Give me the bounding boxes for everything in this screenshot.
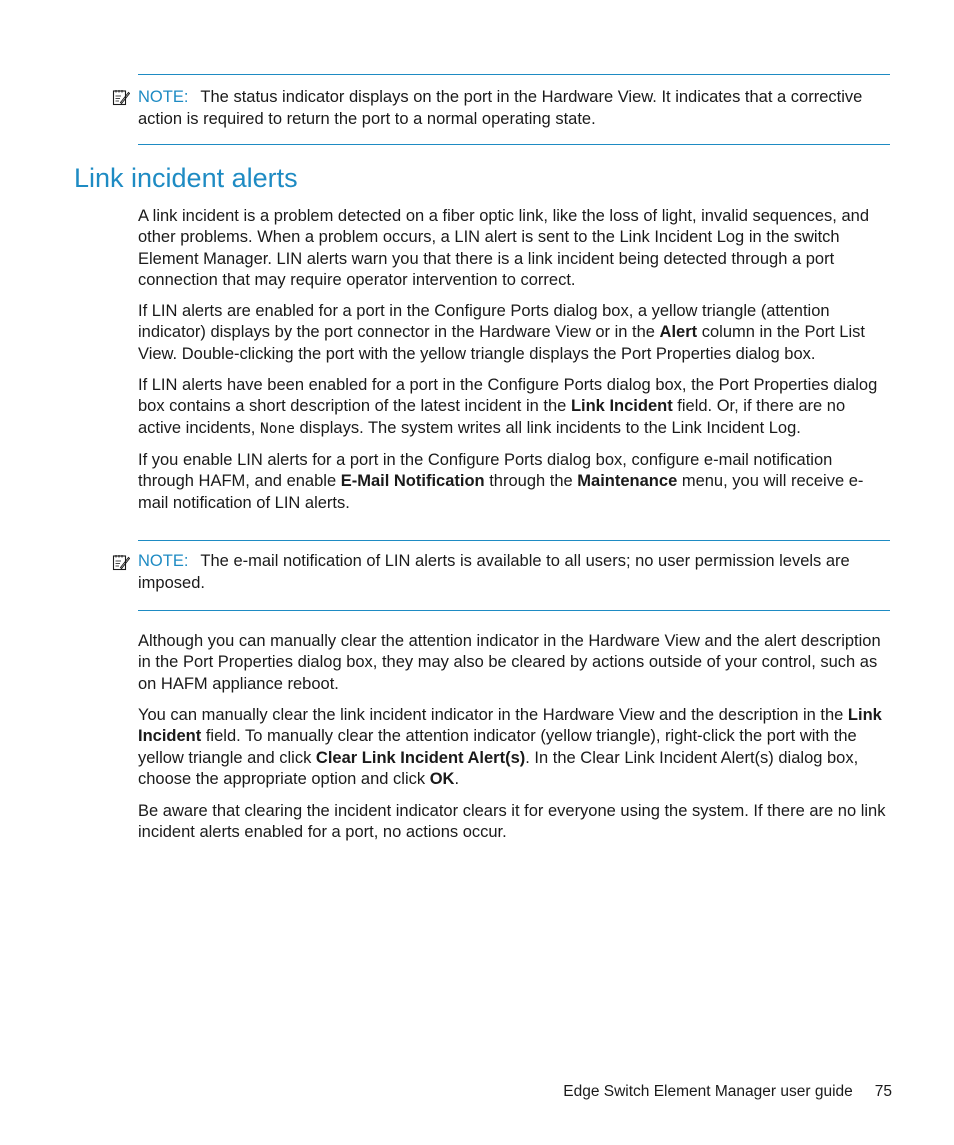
- ui-term-link-incident: Link Incident: [570, 397, 673, 416]
- text-run: . In the Clear Link Incident Alert(s) dialog box, choose the appropriate option and click: [138, 748, 859, 788]
- text-run: If you enable LIN alerts for a port in the Configure Ports dialog box, configure e-mail notification through HAFM, and enable: [138, 451, 833, 491]
- paragraph-4: [138, 450, 890, 514]
- section-heading: Link incident alerts: [74, 163, 298, 193]
- page-footer: [563, 1082, 892, 1102]
- text-run: through the: [484, 472, 578, 491]
- paragraph-1: A link incident is a problem detected on a fiber optic link, like the loss of light, invalid sequences, and other problems. When a problem occurs, a LIN alert is sent to the Link Incident Log in the switch Element Manager. LIN alerts warn you that there is a link incident being detected through a port connection that may require operator intervention to correct.: [138, 207, 870, 289]
- ui-term-ok: OK: [429, 769, 455, 788]
- note-pad-icon: [112, 553, 130, 571]
- paragraph-6: [138, 705, 890, 790]
- ui-term-clear-link-incident-alerts: Clear Link Incident Alert(s): [315, 748, 526, 767]
- text-run: If LIN alerts have been enabled for a port in the Configure Ports dialog box, the Port Properties dialog box contains a short description of the latest incident in the: [138, 376, 878, 416]
- paragraph-2: [138, 301, 890, 365]
- note-text: [138, 86, 890, 130]
- ui-term-email-notification: E-Mail Notification: [340, 472, 485, 491]
- note-body: The e-mail notification of LIN alerts is available to all users; no user permission levels are imposed.: [138, 552, 850, 592]
- footer-title: Edge Switch Element Manager user guide: [563, 1083, 853, 1100]
- text-run: displays. The system writes all link incidents to the Link Incident Log.: [294, 418, 801, 437]
- text-run: field. To manually clear the attention indicator (yellow triangle), right-click the port with the yellow triangle and click: [138, 727, 857, 767]
- note-body: The status indicator displays on the port in the Hardware View. It indicates that a corrective action is required to return the port to a normal operating state.: [138, 88, 863, 128]
- text-run: If LIN alerts are enabled for a port in the Configure Ports dialog box, a yellow triangle (attention indicator) displays by the port connector in the Hardware View or in the: [138, 302, 830, 342]
- ui-term-maintenance: Maintenance: [577, 472, 678, 491]
- text-run: menu, you will receive e-mail notification of LIN alerts.: [138, 472, 864, 512]
- ui-term-alert: Alert: [659, 323, 698, 342]
- text-run: column in the Port List View. Double-clicking the port with the yellow triangle displays the Port Properties dialog box.: [138, 323, 865, 363]
- text-run: .: [454, 769, 460, 788]
- ui-term-link-incident: Link Incident: [138, 706, 882, 746]
- note-box-1: [138, 74, 890, 145]
- paragraph-7: Be aware that clearing the incident indicator clears it for everyone using the system. If there are no link incident alerts enabled for a port, no actions occur.: [138, 802, 886, 842]
- paragraph-5: Although you can manually clear the attention indicator in the Hardware View and the alert description in the Port Properties dialog box, they may also be cleared by actions outside of your control, such as on HAFM appliance reboot.: [138, 632, 881, 693]
- code-none: None: [259, 420, 295, 437]
- text-run: You can manually clear the link incident indicator in the Hardware View and the description in the: [138, 706, 848, 724]
- note-text: [138, 550, 890, 594]
- note-label: NOTE:: [138, 88, 189, 106]
- note-pad-icon: [112, 88, 130, 106]
- text-run: field. Or, if there are no active incidents,: [138, 397, 846, 437]
- page-number: 75: [874, 1083, 892, 1100]
- paragraph-3: [138, 375, 890, 440]
- note-label: NOTE:: [138, 552, 189, 570]
- note-box-2: [138, 540, 890, 611]
